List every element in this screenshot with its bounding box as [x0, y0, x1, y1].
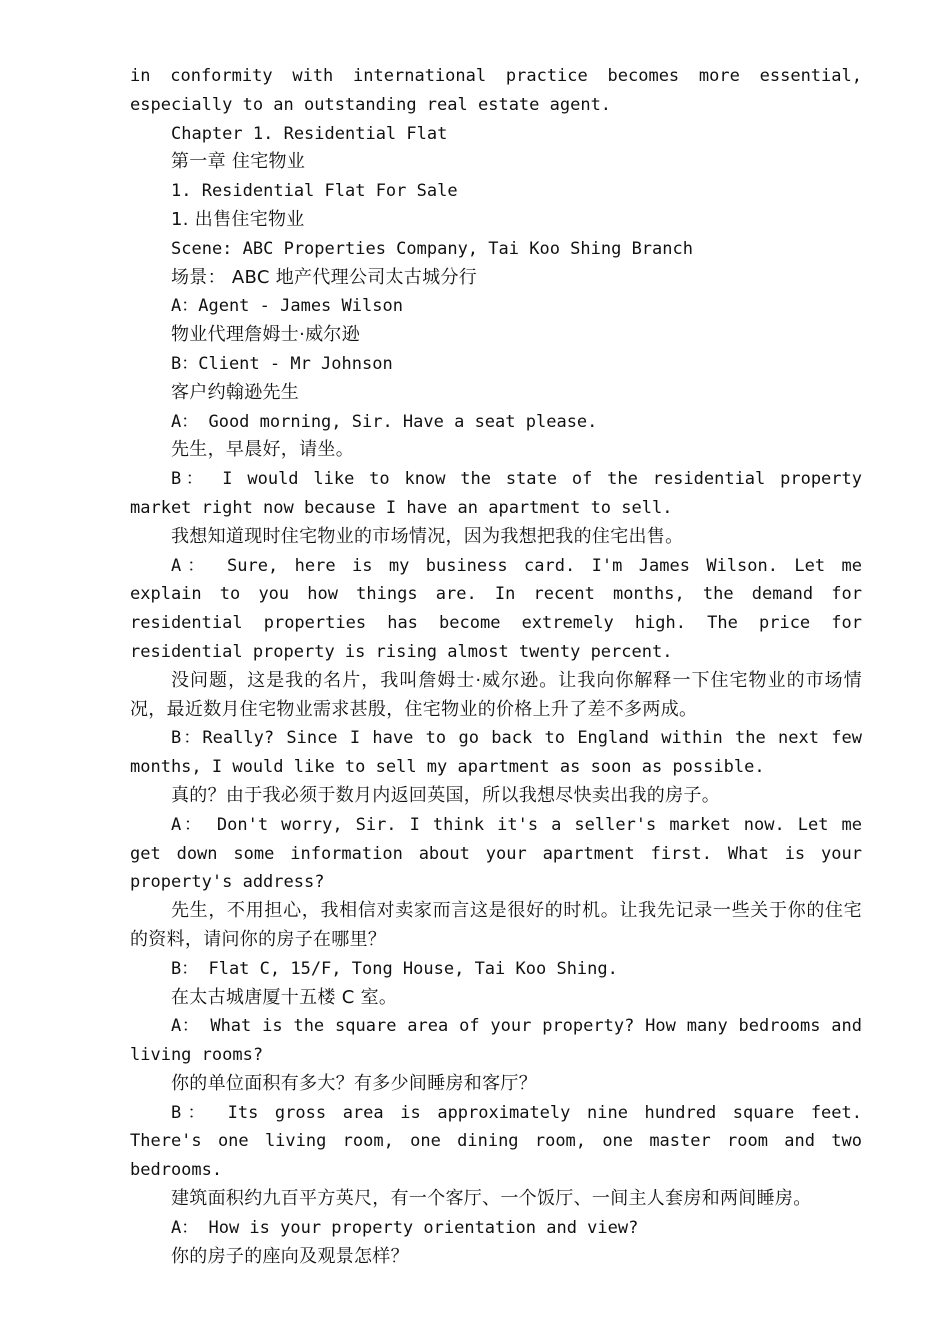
scene-line: Scene: ABC Properties Company, Tai Koo Shing Branch — [171, 238, 693, 259]
dialogue-line-zh: 先生，早晨好，请坐。 — [171, 439, 354, 461]
dialogue-line-zh: 在太古城唐厦十五楼 C 室。 — [171, 986, 398, 1008]
speaker-b-line: B：Client - Mr Johnson — [171, 353, 393, 374]
dialogue-line: A： How is your property orientation and view? — [171, 1217, 639, 1238]
document-page — [130, 62, 862, 1271]
section-heading: 1. Residential Flat For Sale — [171, 181, 458, 202]
speaker-a-line-zh: 物业代理詹姆士·威尔逊 — [171, 324, 361, 346]
dialogue-line-zh: 先生，不用担心，我相信对卖家而言这是很好的时机。让我先记录一些关于你的住宅的资料，请问你的房子在哪里？ — [130, 900, 862, 950]
paragraph: in conformity with international practice becomes more essential, especially to an outstanding real estate agent. — [130, 66, 862, 115]
section-heading-zh: 1. 出售住宅物业 — [171, 208, 305, 230]
scene-line-zh: 场景： ABC 地产代理公司太古城分行 — [171, 266, 478, 288]
dialogue-line: A： Don't worry, Sir. I think it's a seller's market now. Let me get down some information about your apartment first. What is your property's address? — [130, 814, 862, 893]
dialogue-line-zh: 你的单位面积有多大？有多少间睡房和客厅？ — [171, 1072, 537, 1094]
dialogue-line-zh: 建筑面积约九百平方英尺，有一个客厅、一个饭厅、一间主人套房和两间睡房。 — [171, 1188, 812, 1210]
speaker-b-line-zh: 客户约翰逊先生 — [171, 381, 300, 403]
dialogue-line-zh: 你的房子的座向及观景怎样？ — [171, 1245, 409, 1267]
dialogue-line-zh: 没问题，这是我的名片，我叫詹姆士·威尔逊。让我向你解释一下住宅物业的市场情况，最近数月住宅物业需求甚殷，住宅物业的价格上升了差不多两成。 — [130, 669, 862, 720]
dialogue-line: A： Good morning, Sir. Have a seat please. — [171, 411, 598, 432]
dialogue-line: B： Its gross area is approximately nine hundred square feet. There's one living room, one dining room, one master room and two bedrooms. — [130, 1102, 862, 1181]
chapter-heading-zh: 第一章 住宅物业 — [171, 151, 306, 173]
speaker-a-line: A：Agent - James Wilson — [171, 296, 403, 317]
dialogue-line-zh: 真的？由于我必须于数月内返回英国，所以我想尽快卖出我的房子。 — [171, 784, 720, 806]
dialogue-line: A： Sure, here is my business card. I'm James Wilson. Let me explain to you how things are. In recent months, the demand for residential properties has become extremely high. The price for residential property is rising almost twenty percent. — [130, 555, 862, 662]
dialogue-line: A： What is the square area of your property? How many bedrooms and living rooms? — [130, 1016, 862, 1066]
dialogue-line: B： Flat C, 15/F, Tong House, Tai Koo Shing. — [171, 958, 618, 979]
dialogue-line: B： I would like to know the state of the residential property market right now because I have an apartment to sell. — [130, 469, 862, 518]
dialogue-line-zh: 我想知道现时住宅物业的市场情况，因为我想把我的住宅出售。 — [171, 525, 684, 547]
chapter-heading: Chapter 1. Residential Flat — [171, 123, 448, 144]
dialogue-line: B：Really? Since I have to go back to England within the next few months, I would like to sell my apartment as soon as possible. — [130, 728, 862, 778]
